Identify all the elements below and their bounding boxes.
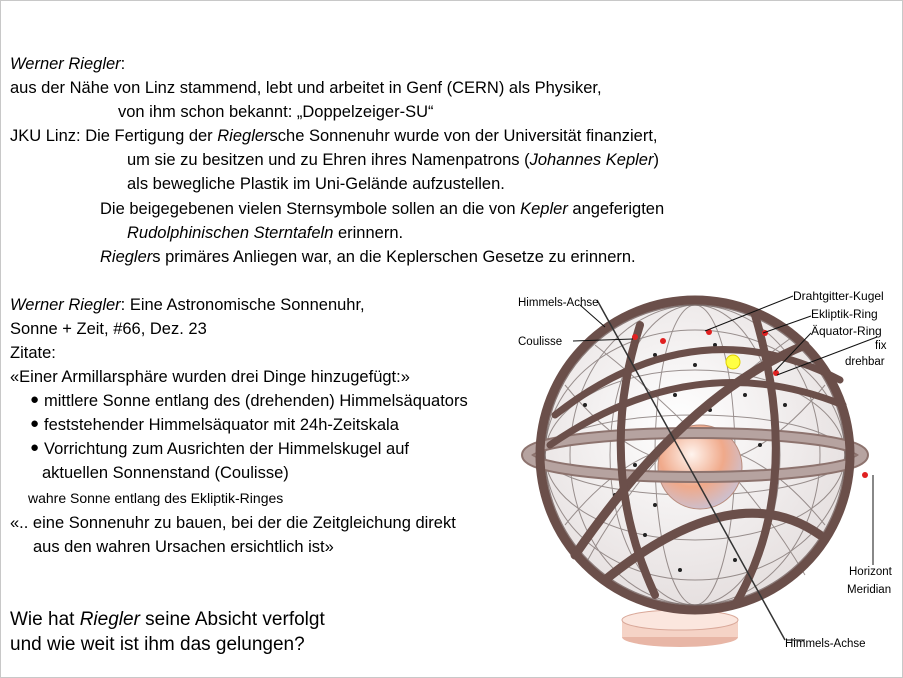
text-line: als bewegliche Plastik im Uni-Gelände aufzustellen. bbox=[127, 175, 505, 193]
text-span: s primäres Anliegen war, an die Keplerschen Gesetze zu erinnern. bbox=[152, 248, 636, 266]
sun-marker bbox=[726, 355, 740, 369]
text-span: angeferigten bbox=[567, 200, 665, 218]
label-fix: fix bbox=[875, 340, 887, 352]
author-colon: : bbox=[120, 55, 126, 73]
text-span: Wie hat bbox=[10, 609, 80, 630]
text-span: seine Absicht verfolgt bbox=[139, 609, 325, 630]
bullet-continuation: aktuellen Sonnenstand (Coulisse) bbox=[42, 464, 289, 482]
bullet-dot: ● bbox=[30, 391, 40, 408]
text-span: Die beigegebenen vielen Sternsymbole sollen an die von bbox=[100, 200, 521, 218]
base-pedestal bbox=[622, 610, 738, 647]
text-line bbox=[100, 199, 664, 219]
text-span: erinnern. bbox=[333, 224, 404, 242]
question-line bbox=[10, 608, 325, 632]
text-span-italic: Riegler bbox=[100, 248, 153, 266]
text-line bbox=[10, 295, 365, 315]
label-horizont: Horizont bbox=[849, 566, 892, 578]
text-line bbox=[127, 223, 403, 243]
author-line bbox=[10, 54, 125, 74]
label-ekliptik-ring: Ekliptik-Ring bbox=[811, 307, 878, 321]
text-span-italic: Rudolphinischen Sterntafeln bbox=[127, 224, 334, 242]
label-himmelsachse-top: Himmels-Achse bbox=[518, 297, 599, 309]
armillary-sphere-illustration bbox=[505, 285, 899, 675]
text-line: Sonne + Zeit, #66, Dez. 23 bbox=[10, 320, 207, 338]
text-line bbox=[10, 126, 658, 146]
label-drehbar: drehbar bbox=[845, 356, 885, 368]
text-span: JKU Linz: Die Fertigung der bbox=[10, 127, 218, 145]
text-span-italic: Riegler bbox=[217, 127, 270, 145]
text-span: sche Sonnenuhr wurde von der Universität finanziert, bbox=[269, 127, 658, 145]
text-span-italic: Kepler bbox=[520, 200, 568, 218]
text-line: «Einer Armillarsphäre wurden drei Dinge hinzugefügt:» bbox=[10, 368, 410, 386]
quote-line: «.. eine Sonnenuhr zu bauen, bei der die Zeitgleichung direkt bbox=[10, 514, 456, 532]
text-span-italic: Werner Riegler bbox=[10, 296, 121, 314]
label-drahtgitter-kugel: Drahtgitter-Kugel bbox=[793, 289, 884, 303]
text-line: aus der Nähe von Linz stammend, lebt und arbeitet in Genf (CERN) als Physiker, bbox=[10, 79, 602, 97]
bullet-item: Vorrichtung zum Ausrichten der Himmelskugel auf bbox=[44, 440, 409, 458]
text-line: Zitate: bbox=[10, 344, 56, 362]
bullet-dot: ● bbox=[30, 415, 40, 432]
label-aequator-ring: Äquator-Ring bbox=[811, 324, 882, 338]
text-span: : Eine Astronomische Sonnenuhr, bbox=[120, 296, 365, 314]
text-span-italic: Johannes Kepler bbox=[529, 151, 654, 169]
text-span-italic: Riegler bbox=[79, 609, 140, 630]
text-line bbox=[100, 247, 636, 267]
question-line: und wie weit ist ihm das gelungen? bbox=[10, 634, 305, 655]
text-span: um sie zu besitzen und zu Ehren ihres Namenpatrons ( bbox=[127, 151, 530, 169]
small-note: wahre Sonne entlang des Ekliptik-Ringes bbox=[28, 490, 284, 506]
label-meridian: Meridian bbox=[847, 584, 892, 596]
label-globus: Globus bbox=[681, 470, 723, 484]
label-coulisse: Coulisse bbox=[518, 336, 563, 348]
author-name: Werner Riegler bbox=[10, 55, 121, 73]
bullet-item: feststehender Himmelsäquator mit 24h-Zeitskala bbox=[44, 416, 399, 434]
text-span: ) bbox=[653, 151, 659, 169]
bullet-dot: ● bbox=[30, 439, 40, 456]
bullet-item: mittlere Sonne entlang des (drehenden) Himmelsäquators bbox=[44, 392, 468, 410]
label-himmelsachse-bottom: Himmels-Achse bbox=[785, 638, 866, 650]
text-line: von ihm schon bekannt: „Doppelzeiger-SU“ bbox=[118, 103, 434, 121]
quote-line: aus den wahren Ursachen ersichtlich ist» bbox=[33, 538, 334, 556]
text-line bbox=[127, 150, 659, 170]
